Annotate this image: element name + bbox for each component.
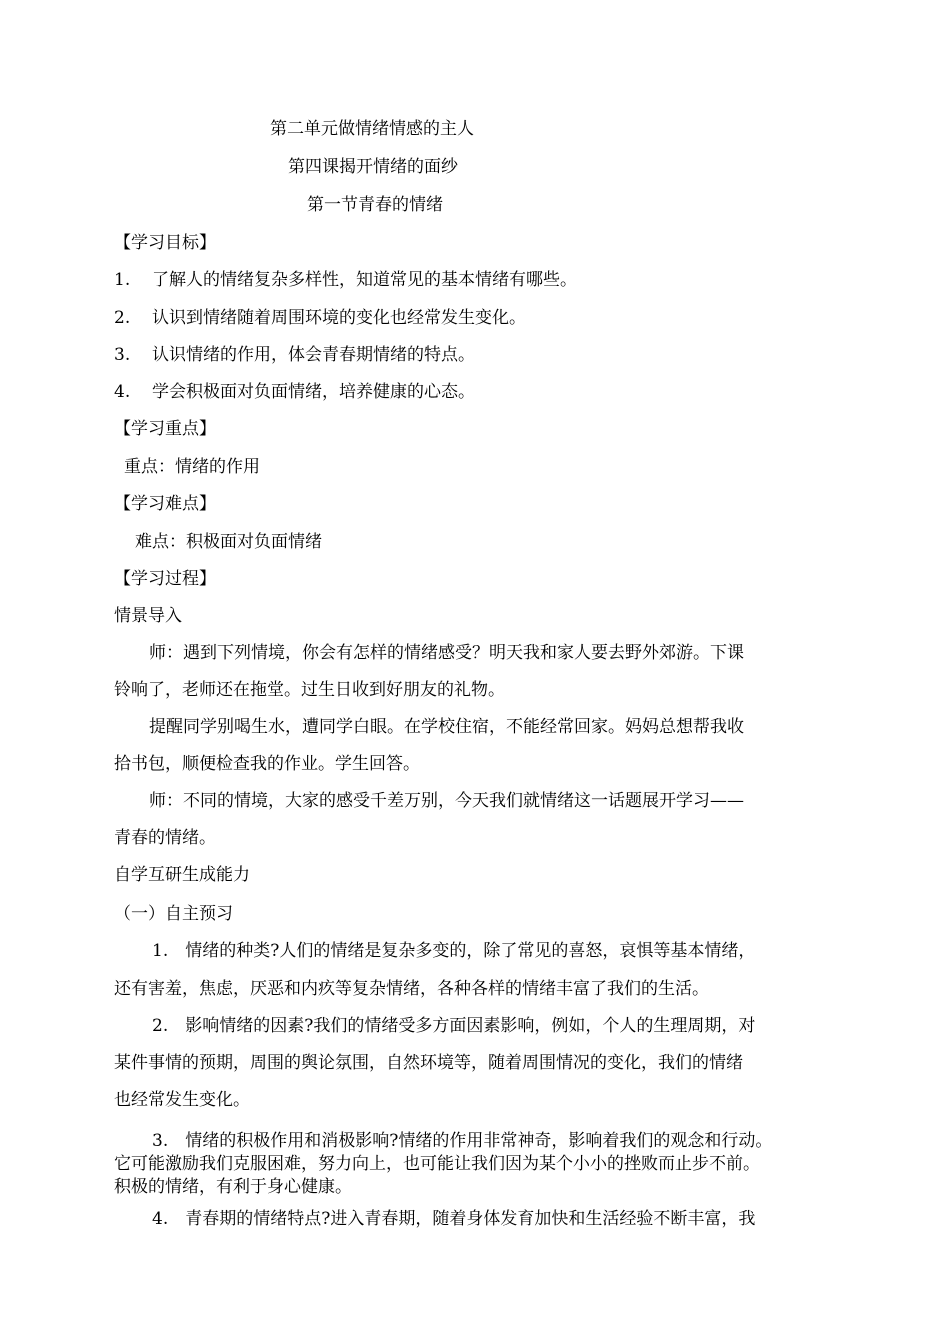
heading-difficult-point: 【学习难点】	[114, 494, 216, 514]
list-item-line: 4. 青春期的情绪特点?进入青春期，随着身体发育加快和生活经验不断丰富，我	[152, 1209, 756, 1229]
list-item-line: 还有害羞，焦虑，厌恶和内疚等复杂情绪，各种各样的情绪丰富了我们的生活。	[114, 979, 709, 999]
subheading-preview: （一）自主预习	[114, 904, 233, 924]
heading-key-point: 【学习重点】	[114, 419, 216, 439]
paragraph-line: 师：不同的情境，大家的感受千差万别，今天我们就情绪这一话题展开学习——	[149, 791, 744, 811]
goal-number: 4.	[114, 382, 131, 402]
list-item-line: 1. 情绪的种类?人们的情绪是复杂多变的，除了常见的喜怒，哀惧等基本情绪，	[152, 941, 756, 961]
goal-number: 3.	[114, 345, 131, 365]
list-item-line: 2. 影响情绪的因素?我们的情绪受多方面因素影响，例如，个人的生理周期，对	[152, 1016, 756, 1036]
list-item-line: 积极的情绪，有利于身心健康。	[114, 1177, 352, 1197]
paragraph-line: 青春的情绪。	[114, 828, 216, 848]
unit-title: 第二单元做情绪情感的主人	[270, 119, 474, 139]
paragraph-line: 拾书包，顺便检查我的作业。学生回答。	[114, 754, 420, 774]
heading-goals: 【学习目标】	[114, 233, 216, 253]
paragraph-line: 提醒同学别喝生水，遭同学白眼。在学校住宿，不能经常回家。妈妈总想帮我收	[149, 717, 744, 737]
lesson-title: 第四课揭开情绪的面纱	[288, 157, 458, 177]
subheading-intro: 情景导入	[114, 606, 182, 626]
paragraph-line: 铃响了，老师还在拖堂。过生日收到好朋友的礼物。	[114, 680, 505, 700]
goal-text: 认识到情绪随着周围环境的变化也经常发生变化。	[152, 308, 526, 328]
list-item-line: 某件事情的预期，周围的舆论氛围，自然环境等，随着周围情况的变化，我们的情绪	[114, 1053, 743, 1073]
list-item-line: 也经常发生变化。	[114, 1090, 250, 1110]
heading-process: 【学习过程】	[114, 569, 216, 589]
list-item-line: 它可能激励我们克服困难，努力向上，也可能让我们因为某个小小的挫败而止步不前。	[114, 1154, 760, 1174]
goal-number: 1.	[114, 270, 131, 290]
difficult-point: 难点：积极面对负面情绪	[135, 532, 322, 552]
subheading-self-study: 自学互研生成能力	[114, 865, 250, 885]
section-title: 第一节青春的情绪	[307, 195, 443, 215]
goal-text: 认识情绪的作用，体会青春期情绪的特点。	[152, 345, 475, 365]
list-item-line: 3. 情绪的积极作用和消极影响?情绪的作用非常神奇，影响着我们的观念和行动。	[152, 1131, 773, 1151]
paragraph-line: 师：遇到下列情境，你会有怎样的情绪感受？明天我和家人要去野外郊游。下课	[149, 643, 744, 663]
goal-text: 学会积极面对负面情绪，培养健康的心态。	[152, 382, 475, 402]
goal-text: 了解人的情绪复杂多样性，知道常见的基本情绪有哪些。	[152, 270, 577, 290]
key-point: 重点：情绪的作用	[124, 457, 260, 477]
goal-number: 2.	[114, 308, 131, 328]
